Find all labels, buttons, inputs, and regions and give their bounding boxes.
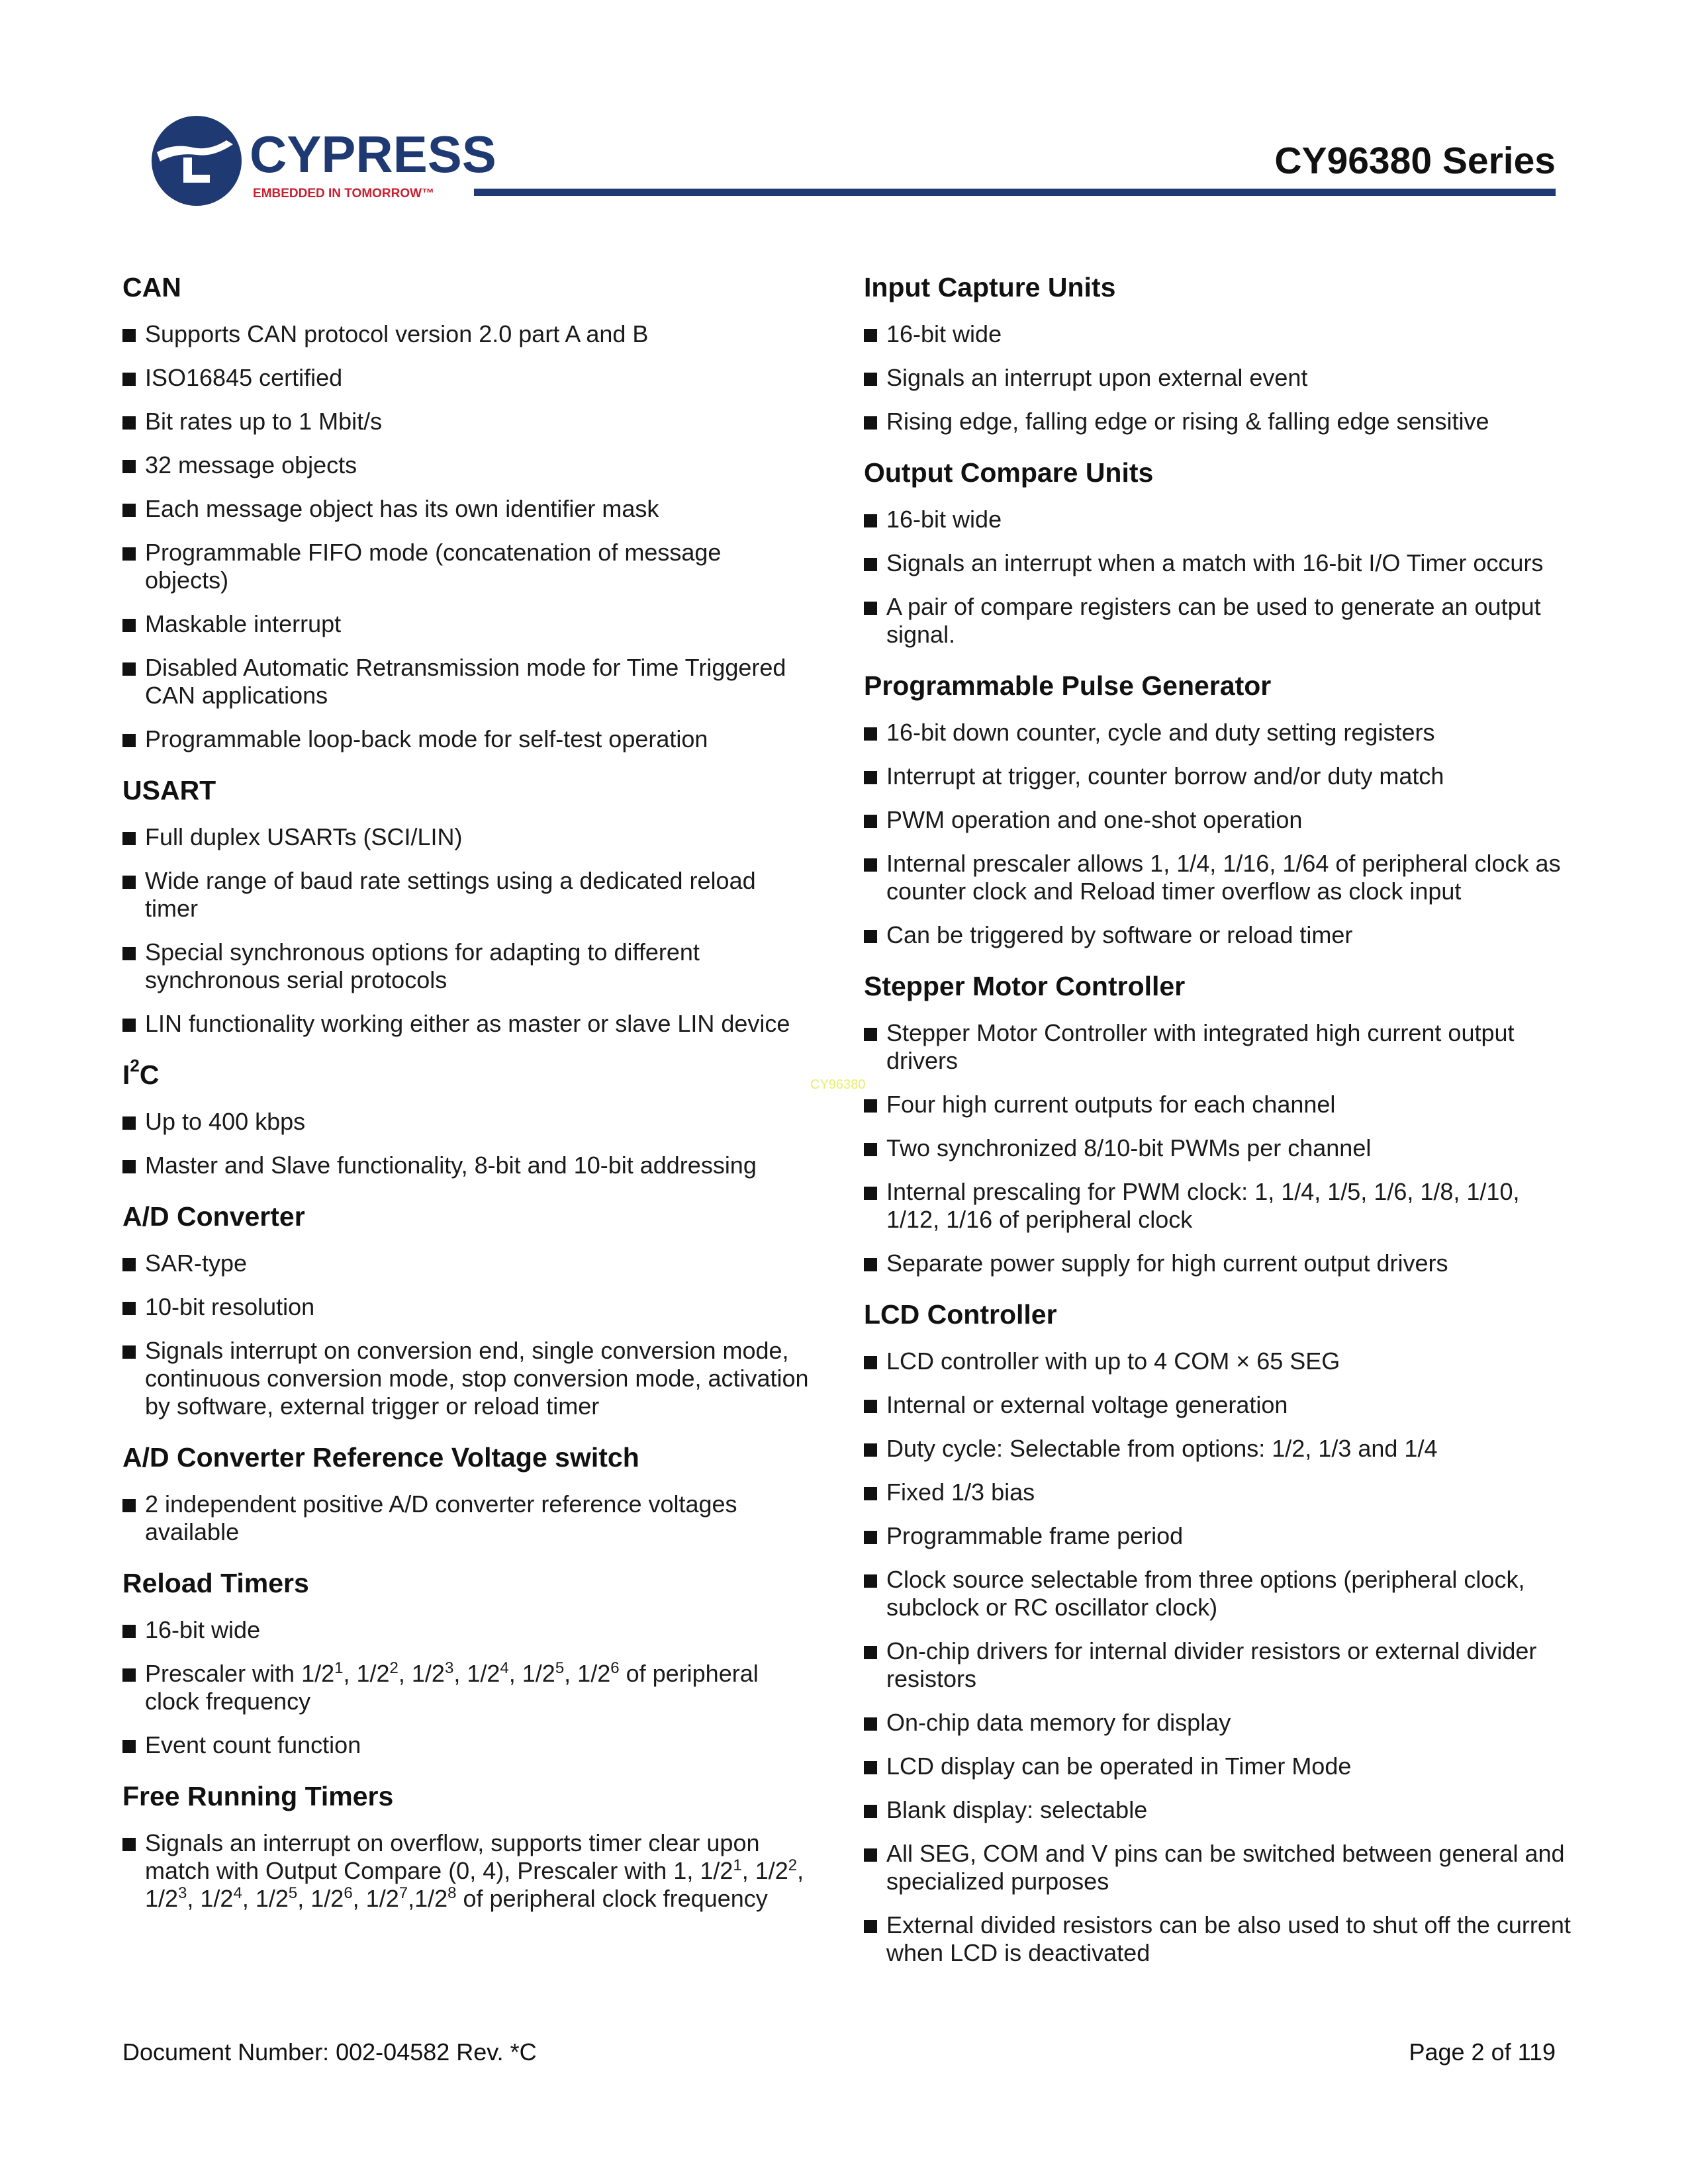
bullet-icon [122, 619, 136, 632]
list-item: On-chip data memory for display [864, 1709, 1572, 1737]
section-title: Output Compare Units [864, 457, 1154, 488]
list-item: Wide range of baud rate settings using a dedicated reload timer [122, 867, 811, 923]
list-item: ISO16845 certified [122, 364, 811, 392]
section-free-running-timers [122, 1780, 811, 1913]
bullet-icon [864, 727, 877, 741]
list-item: Event count function [122, 1731, 811, 1759]
list-item: Programmable loop-back mode for self-test operation [122, 725, 811, 753]
list-item: 32 message objects [122, 451, 811, 479]
list-item: Signals an interrupt upon external event [864, 364, 1572, 392]
list-item: LCD controller with up to 4 COM × 65 SEG [864, 1347, 1572, 1375]
watermark: CY96380 [810, 1077, 866, 1092]
list-item: Supports CAN protocol version 2.0 part A and B [122, 320, 811, 348]
section-title: Programmable Pulse Generator [864, 670, 1272, 701]
list-item: 16-bit wide [122, 1616, 811, 1644]
list-item: Internal or external voltage generation [864, 1391, 1572, 1419]
list-item: Programmable frame period [864, 1522, 1572, 1550]
list-item: Signals an interrupt when a match with 16-bit I/O Timer occurs [864, 549, 1572, 577]
bullet-icon [864, 1356, 877, 1369]
bullet-icon [864, 1487, 877, 1500]
list-item: 2 independent positive A/D converter reference voltages available [122, 1490, 811, 1546]
section-reload-timers [122, 1567, 811, 1759]
list-item: Four high current outputs for each channel [864, 1091, 1572, 1118]
list-item: 10-bit resolution [122, 1293, 811, 1321]
list-item: Signals interrupt on conversion end, single conversion mode, continuous conversion mode, stop conversion mode, activation by software, external trigger or reload timer [122, 1337, 811, 1420]
bullet-icon [864, 1761, 877, 1774]
bullet-icon [122, 1258, 136, 1271]
bullet-icon [864, 1805, 877, 1818]
list-item: 16-bit wide [864, 320, 1572, 348]
bullet-icon [864, 771, 877, 784]
bullet-icon [122, 504, 136, 517]
list-item: All SEG, COM and V pins can be switched between general and specialized purposes [864, 1840, 1572, 1895]
list-item: Internal prescaler allows 1, 1/4, 1/16, 1/64 of peripheral clock as counter clock and Reload timer overflow as clock input [864, 850, 1572, 905]
bullet-icon [122, 1019, 136, 1032]
section-pulse-generator [864, 670, 1572, 949]
list-item: A pair of compare registers can be used to generate an output signal. [864, 593, 1572, 649]
bullet-icon [864, 1531, 877, 1544]
bullet-icon [864, 1443, 877, 1457]
list-item: Bit rates up to 1 Mbit/s [122, 408, 811, 435]
bullet-icon [122, 373, 136, 386]
list-item: Clock source selectable from three options (peripheral clock, subclock or RC oscillator clock) [864, 1566, 1572, 1621]
list-item: LCD display can be operated in Timer Mode [864, 1752, 1572, 1780]
bullet-icon [864, 1646, 877, 1659]
list-item: Signals an interrupt on overflow, supports timer clear upon match with Output Compare (0, 4), Prescaler with 1, $1/2^1$, $1/2^2$, $1/2^3$, $1/2^4$, $1/2^5$, $1/2^6$, $1/2^7,1/2^8$ of peripheral clock frequency [122, 1829, 811, 1913]
list-item: On-chip drivers for internal divider resistors or external divider resistors [864, 1637, 1572, 1693]
bullet-icon [864, 416, 877, 430]
list-item: 16-bit down counter, cycle and duty setting registers [864, 719, 1572, 747]
list-item: Up to 400 kbps [122, 1108, 811, 1136]
section-usart [122, 774, 811, 1038]
list-item: Duty cycle: Selectable from options: 1/2, 1/3 and 1/4 [864, 1435, 1572, 1463]
section-title: Free Running Timers [122, 1781, 394, 1811]
list-item: Stepper Motor Controller with integrated high current output drivers [864, 1019, 1572, 1075]
bullet-icon [864, 1574, 877, 1588]
section-title: A/D Converter [122, 1201, 305, 1232]
bullet-icon [122, 662, 136, 676]
bullet-icon [864, 930, 877, 943]
bullet-icon [864, 373, 877, 386]
section-input-capture [864, 271, 1572, 435]
bullet-icon [122, 947, 136, 960]
list-item: Maskable interrupt [122, 610, 811, 638]
list-item: Fixed 1/3 bias [864, 1479, 1572, 1506]
bullet-icon [864, 1028, 877, 1041]
section-lcd-controller [864, 1298, 1572, 1967]
left-column [122, 271, 811, 1934]
section-stepper-motor [864, 970, 1572, 1277]
bullet-icon [122, 1116, 136, 1130]
section-title: LCD Controller [864, 1299, 1057, 1330]
section-title: $I^2C$ [122, 1056, 160, 1090]
page-title: CY96380 Series [1274, 140, 1556, 182]
list-item: Can be triggered by software or reload timer [864, 921, 1572, 949]
section-ad-reference [122, 1441, 811, 1546]
bullet-icon [122, 734, 136, 747]
logo-globe-icon [152, 116, 242, 206]
bullet-icon [864, 558, 877, 571]
cypress-logo [147, 111, 496, 210]
list-item: LIN functionality working either as master or slave LIN device [122, 1010, 811, 1038]
list-item: Blank display: selectable [864, 1796, 1572, 1824]
bullet-icon [122, 1499, 136, 1512]
bullet-icon [864, 1920, 877, 1933]
bullet-icon [122, 1668, 136, 1682]
list-item: Special synchronous options for adapting to different synchronous serial protocols [122, 938, 811, 994]
bullet-icon [864, 1187, 877, 1200]
list-item: SAR-type [122, 1250, 811, 1277]
list-item: Interrupt at trigger, counter borrow and/or duty match [864, 762, 1572, 790]
bullet-icon [122, 832, 136, 845]
bullet-icon [864, 1400, 877, 1413]
bullet-icon [864, 514, 877, 527]
document-number: Document Number: 002-04582 Rev. *C [122, 2038, 537, 2066]
bullet-icon [122, 1625, 136, 1638]
section-title: Input Capture Units [864, 272, 1116, 302]
list-item: 16-bit wide [864, 506, 1572, 533]
bullet-icon [122, 876, 136, 889]
right-column [864, 271, 1572, 1988]
section-title: USART [122, 775, 216, 805]
list-item: Master and Slave functionality, 8-bit and 10-bit addressing [122, 1152, 811, 1179]
bullet-icon [122, 1302, 136, 1315]
list-item: Separate power supply for high current output drivers [864, 1250, 1572, 1277]
bullet-icon [122, 1740, 136, 1753]
bullet-icon [122, 1160, 136, 1173]
bullet-icon [864, 858, 877, 872]
list-item: Programmable FIFO mode (concatenation of message objects) [122, 539, 811, 594]
section-ad-converter [122, 1201, 811, 1420]
section-i2c [122, 1056, 811, 1179]
list-item: Full duplex USARTs (SCI/LIN) [122, 823, 811, 851]
list-item: Rising edge, falling edge or rising & falling edge sensitive [864, 408, 1572, 435]
page-number: Page 2 of 119 [1409, 2038, 1556, 2066]
bullet-icon [122, 1345, 136, 1359]
bullet-icon [864, 1258, 877, 1271]
bullet-icon [864, 815, 877, 828]
section-title: CAN [122, 272, 181, 302]
bullet-icon [864, 1099, 877, 1113]
list-item: Prescaler with $1/2^1$, $1/2^2$, $1/2^3$, $1/2^4$, $1/2^5$, $1/2^6$ of peripheral clock frequency [122, 1660, 811, 1715]
section-title: Stepper Motor Controller [864, 971, 1186, 1001]
section-output-compare [864, 457, 1572, 649]
list-item: External divided resistors can be also used to shut off the current when LCD is deactivated [864, 1911, 1572, 1967]
bullet-icon [864, 1143, 877, 1156]
list-item: Disabled Automatic Retransmission mode for Time Triggered CAN applications [122, 654, 811, 709]
bullet-icon [122, 329, 136, 342]
bullet-icon [864, 1717, 877, 1731]
bullet-icon [864, 602, 877, 615]
logo-tagline: EMBEDDED IN TOMORROW™ [253, 187, 435, 201]
bullet-icon [122, 1838, 136, 1851]
section-title: Reload Timers [122, 1568, 309, 1598]
bullet-icon [122, 460, 136, 473]
bullet-icon [122, 416, 136, 430]
list-item: PWM operation and one-shot operation [864, 806, 1572, 834]
list-item: Two synchronized 8/10-bit PWMs per channel [864, 1134, 1572, 1162]
section-can [122, 271, 811, 753]
list-item: Internal prescaling for PWM clock: 1, 1/4, 1/5, 1/6, 1/8, 1/10, 1/12, 1/16 of peripheral clock [864, 1178, 1572, 1234]
logo-wordmark: CYPRESS [250, 125, 496, 183]
list-item: Each message object has its own identifier mask [122, 495, 811, 523]
bullet-icon [864, 329, 877, 342]
bullet-icon [864, 1848, 877, 1862]
section-title: A/D Converter Reference Voltage switch [122, 1442, 639, 1473]
bullet-icon [122, 547, 136, 561]
header-rule [474, 189, 1556, 196]
